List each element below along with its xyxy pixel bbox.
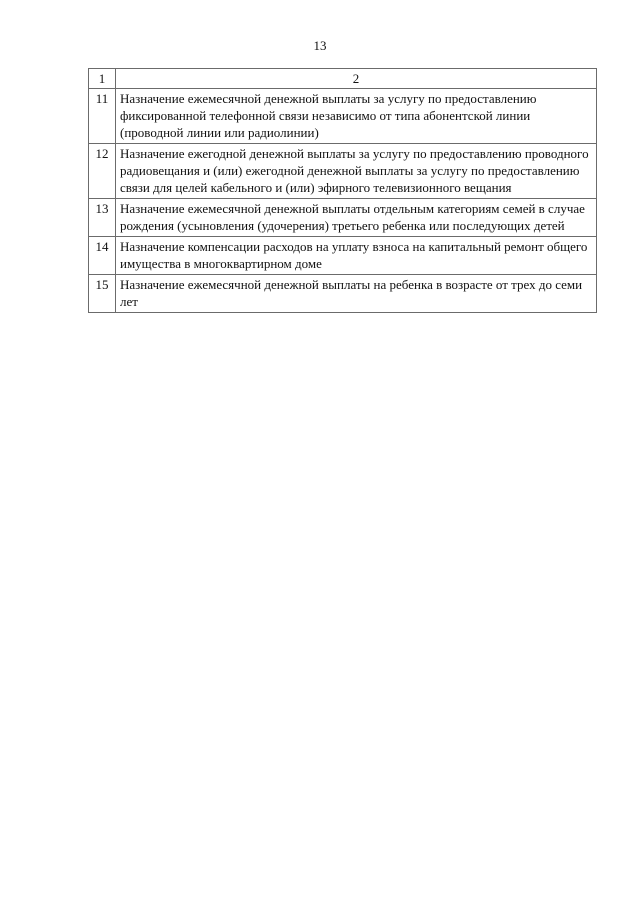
row-number: 12	[89, 144, 116, 199]
table-header-row	[89, 69, 597, 89]
row-service-name: Назначение компенсации расходов на уплату взноса на капитальный ремонт общего имущества в многоквартирном доме	[116, 237, 597, 275]
row-service-name: Назначение ежегодной денежной выплаты за услугу по предоставлению проводного радиовещания и (или) ежегодной денежной выплаты за услугу по предоставлению связи для целей кабельного и (или) эфирного телевизионного вещания	[116, 144, 597, 199]
table-row	[89, 89, 597, 144]
header-cell-number: 1	[89, 69, 116, 89]
header-cell-name: 2	[116, 69, 597, 89]
page-number: 13	[313, 38, 327, 53]
row-number: 14	[89, 237, 116, 275]
row-service-name: Назначение ежемесячной денежной выплаты на ребенка в возрасте от трех до семи лет	[116, 275, 597, 313]
table-row	[89, 144, 597, 199]
row-service-name: Назначение ежемесячной денежной выплаты отдельным категориям семей в случае рождения (усыновления (удочерения) третьего ребенка или последующих детей	[116, 199, 597, 237]
table-row	[89, 199, 597, 237]
table-row	[89, 237, 597, 275]
row-number: 15	[89, 275, 116, 313]
row-service-name: Назначение ежемесячной денежной выплаты за услугу по предоставлению фиксированной телефонной связи независимо от типа абонентской линии (проводной линии или радиолинии)	[116, 89, 597, 144]
services-table	[88, 68, 597, 313]
table-row	[89, 275, 597, 313]
row-number: 11	[89, 89, 116, 144]
row-number: 13	[89, 199, 116, 237]
